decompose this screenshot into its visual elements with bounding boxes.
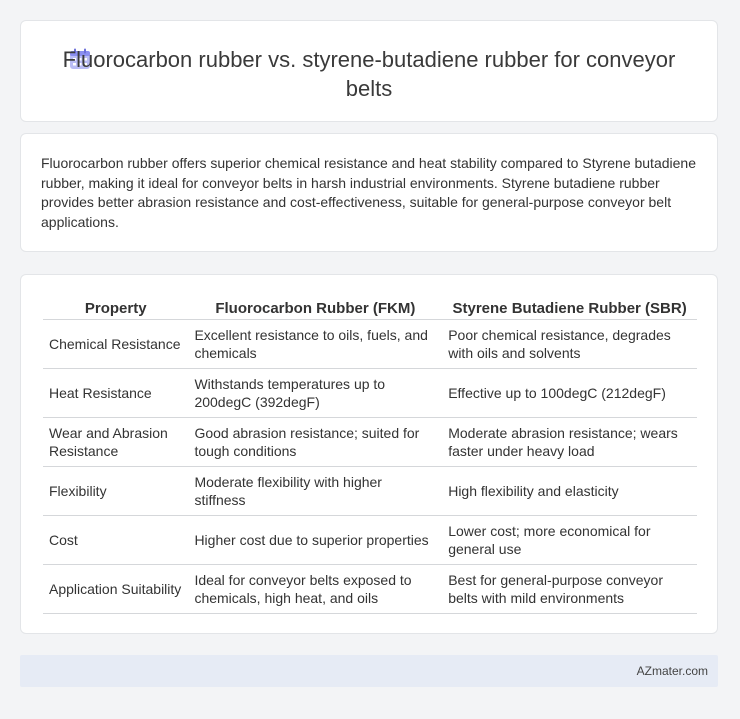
table-header-row <box>43 297 697 320</box>
table-cell: Flexibility <box>43 467 188 516</box>
header-fkm: Fluorocarbon Rubber (FKM) <box>188 297 442 320</box>
table-row <box>43 467 697 516</box>
table-cell: Wear and Abrasion Resistance <box>43 418 188 467</box>
header-property: Property <box>43 297 188 320</box>
table-cell: Lower cost; more economical for general use <box>442 516 697 565</box>
title-card <box>20 20 718 122</box>
comparison-table-card <box>20 274 718 634</box>
table-row <box>43 565 697 614</box>
table-cell: Good abrasion resistance; suited for tough conditions <box>188 418 442 467</box>
summary-card <box>20 133 718 252</box>
table-cell: Excellent resistance to oils, fuels, and chemicals <box>188 320 442 369</box>
table-cell: Higher cost due to superior properties <box>188 516 442 565</box>
table-row <box>43 516 697 565</box>
table-cell: Best for general-purpose conveyor belts with mild environments <box>442 565 697 614</box>
table-cell: Moderate abrasion resistance; wears faster under heavy load <box>442 418 697 467</box>
table-cell: Moderate flexibility with higher stiffness <box>188 467 442 516</box>
comparison-table <box>43 297 697 614</box>
table-row <box>43 418 697 467</box>
table-cell: Withstands temperatures up to 200degC (392degF) <box>188 369 442 418</box>
table-cell: Ideal for conveyor belts exposed to chemicals, high heat, and oils <box>188 565 442 614</box>
footer <box>20 655 718 687</box>
summary-text: Fluorocarbon rubber offers superior chemical resistance and heat stability compared to Styrene butadiene rubber, making it ideal for conveyor belts in harsh industrial environments. Styrene butadiene rubber provides better abrasion resistance and cost-effectiveness, suitable for general-purpose conveyor belt applications. <box>41 155 696 230</box>
table-cell: Effective up to 100degC (212degF) <box>442 369 697 418</box>
table-cell: Heat Resistance <box>43 369 188 418</box>
page-title: Fluorocarbon rubber vs. styrene-butadiene rubber for conveyor belts <box>62 47 676 101</box>
table-cell: High flexibility and elasticity <box>442 467 697 516</box>
table-cell: Poor chemical resistance, degrades with oils and solvents <box>442 320 697 369</box>
footer-brand: AZmater.com <box>636 664 708 678</box>
table-row <box>43 320 697 369</box>
table-cell: Cost <box>43 516 188 565</box>
table-row <box>43 369 697 418</box>
table-cell: Chemical Resistance <box>43 320 188 369</box>
header-sbr: Styrene Butadiene Rubber (SBR) <box>442 297 697 320</box>
table-cell: Application Suitability <box>43 565 188 614</box>
